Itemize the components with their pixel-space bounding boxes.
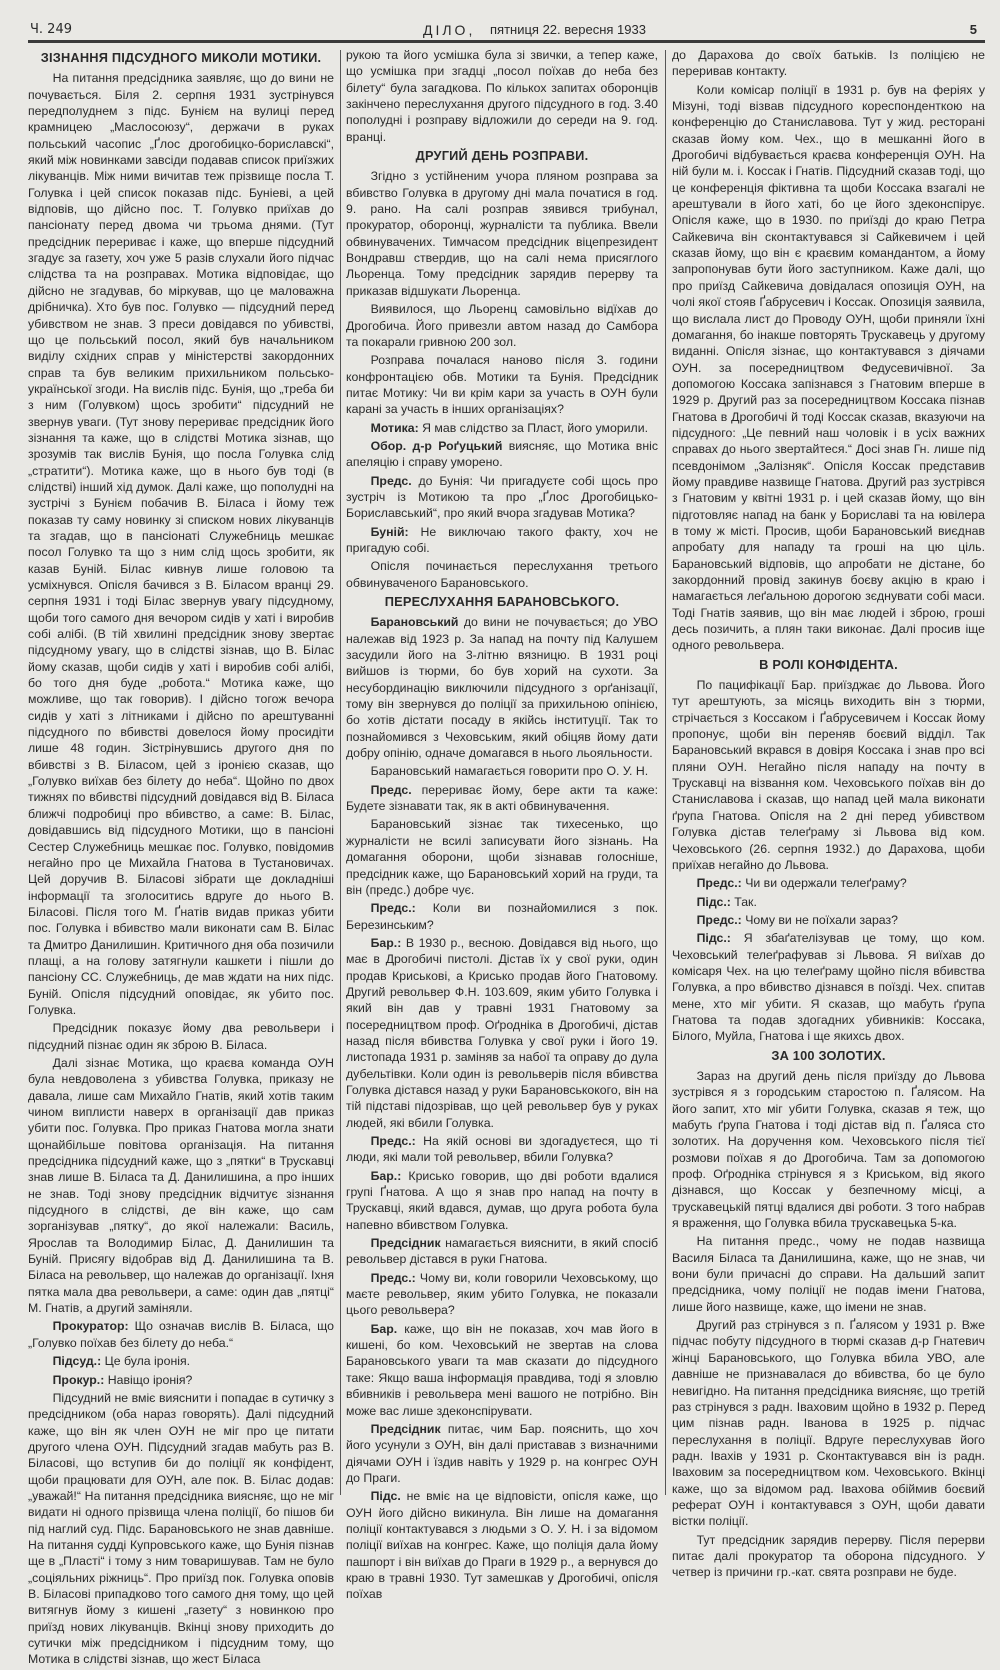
speaker-label: Підс.: <box>696 894 731 909</box>
newspaper-title: ДІЛО, <box>423 22 476 38</box>
section-heading: ДРУГИЙ ДЕНЬ РОЗПРАВИ. <box>415 148 589 164</box>
article-paragraph <box>672 1068 985 1231</box>
speaker-label: Предс.: <box>696 912 742 927</box>
article-paragraph <box>346 816 658 898</box>
paragraph-text: Виявилося, що Льоренц самовільно відїхав до Дрогобича. Його привезли автом назад до Самбора та покарали гривною 200 зол. <box>346 302 658 349</box>
paragraph-text: Зараз на другий день після приїзду до Львова зустрівся я з городським старостою п. Ґалясом. На його запит, хто міг убити Голувка, сказав я теж, що мабуть ґрупа Гнатова і тоді дістав від п. Ґаляса сто золотих. На доручення ком. Чеховського після тієї розмови поїхав я до Дрогобича. Там за допомогою проф. Оґродніка стрінувся я з Криськом, від якого дізнався, що Коссак у безпечному місці, а трускавецькій пятці вдалися дві роботи. З того набрав я враження, що Голувка вбила трускавецька 5-ка. <box>672 1068 985 1231</box>
paragraph-text: Так. <box>730 894 757 909</box>
article-paragraph <box>28 1020 334 1053</box>
section-heading: ЗА 100 ЗОЛОТИХ. <box>771 1047 886 1063</box>
article-paragraph <box>672 82 985 654</box>
article-paragraph <box>346 168 658 299</box>
speaker-label: Предсідник <box>370 1236 441 1251</box>
article-paragraph <box>28 1390 334 1668</box>
article-paragraph <box>28 1372 334 1388</box>
article-paragraph <box>672 1317 985 1529</box>
article-paragraph <box>346 1235 658 1268</box>
paragraph-text: Чому ви, коли говорили Чеховському, що маєте револьвер, яким убито Голувка, не показали цього револьвера? <box>346 1270 658 1318</box>
speaker-label: Підс.: <box>696 931 731 946</box>
paragraph-text: до вини не почувається; до УВО належав від 1923 р. За напад на почту під Калушем засудили його на 3-літню вязницю. В 1931 році вийшов із тюрми, бо був хорий на сухоти. За несубординацію виключили підсудного з орґанізації, тому він звернувся до поліції за прихильною опінією, бо хотів дістати посаду в якійсь інституції. Так то познайомився з Чеховським, який обіцяв йому дати добру опінію, одначе домагався в нього льояльности. <box>346 615 658 761</box>
speaker-label: Бар.: <box>370 1168 402 1183</box>
section-heading: В РОЛІ КОНФІДЕНТА. <box>759 656 898 672</box>
speaker-label: Обор. д-р Роґуцький <box>370 438 503 453</box>
speaker-label: Бар.: <box>370 935 402 950</box>
column-divider <box>340 50 341 1495</box>
paragraph-text: Я мав слідство за Пласт, його уморили. <box>418 420 648 435</box>
paragraph-text: Навіщо іронія? <box>104 1372 193 1387</box>
paragraph-text: Другий раз стрінувся з п. Ґалясом у 1931 р. Вже підчас побуту підсудного в тюрмі сказав д-р Гнатевич жінці Барановського, що Голувка вбила УВО, але давніше не признавалася до вбивства, бо це було невигідно. На питання предсідника виясняє, що третій раз стрінувся з радн. Іваховим щойно в 1932 р. Перед цим пізнав радн. Іванова в 1925 р. підчас переслухання в поліції. Вдруге переслухував його радн. Івахів у 1931 р. Сконтактувався він із радн. Іваховим за посередництвом ком. Чеховського. Вкінці каже, що за відомом рад. Іваxова обіймив боєвий реферат ОУН і контактувався з ОУН, щоби давати вістки поліції. <box>672 1318 985 1529</box>
article-paragraph <box>672 47 985 80</box>
paragraph-text: Крисько говорив, що дві роботи вдалися групі Ґнатова. А що я знав про напад на почту в Трускавці, який вдався, думав, що друга робота була напевно вбивством Голувка. <box>346 1168 658 1232</box>
article-column-3 <box>672 47 985 1583</box>
article-paragraph <box>346 524 658 557</box>
article-paragraph <box>346 1488 658 1602</box>
speaker-label: Предс.: <box>696 876 742 891</box>
speaker-label: Мотика: <box>370 420 419 435</box>
article-paragraph <box>346 47 658 145</box>
paragraph-text: Далі зізнає Мотика, що краєва команда ОУН була невдоволена з убивства Голувка, приказу не давала, лише сам Михайло Гнатів, який хотів таким чином виплисти наверх в організації дав приказ убити пос. Голувка. Про приказ Гнатова могла знати щонайбільше повітова організація. На питання предсідника підсудний каже, що з „пятки“ в Трускавці знав лише В. Біласа та Д. Данилишина, а про інших не знав. Тоді знову предсідник відчитує зізнання підсудного в слідстві, де він каже, що сам зорганізував „пятку“, до якої належали: Василь, Ярослав та Володимир Білас, Д. Данилишин та Буній. Присягу відобрав від Д. Данилишина та В. Біласа на револьвер, що належав до організації. Іхня пятка мала два револьвери, а саме: один дав „пятці“ М. Гнатів, а другий заміняли. <box>28 1055 334 1316</box>
article-column-2 <box>346 47 658 1605</box>
paragraph-text: Що означав вислів В. Біласа, що „Голувко поїхав без білету до неба.“ <box>28 1319 334 1350</box>
article-paragraph <box>346 558 658 591</box>
paragraph-text: На питання предсідника заявляє, що до вини не почувається. Біля 2. серпня 1931 зустрінувся передполуднем з підс. Бунієм на вулиці перед крамницею „Маслосоюзу“, держачи в руках польський часопис „Ґлос дрогобицко-бориславскі“, який між новинками завсіди подавав список приїзжих лікуванців. Між ними вичитав теж прізвище посла Т. Голувка і цей список показав підс. Буніеві, а цей відповів, що дійсно пос. Т. Голувко приїхав до пансіонату перед двома чи трьома днями. (Тут предсідник перериває і каже, що вперше підсудний згадує за газету, хоч уже 5 разів слухали його підчас слідства та на розправах. Мотика відповідає, що дійсно не згадував, бо міркував, що це маловажна дрібничка). Хто був пос. Голувко — підсудний перед убивством не знав. З преси довідався по убивстві, що це польський посол, який був начальником виділу східних справ у міністерстві закордонних справ та був великим прихильником польсько-української згоди. На вислів підс. Бунія, що „треба би з ним (Голувком) щось зробити“ підсудний не звернув уваги. (Тут знову перериває предсідник його зізнання та каже, що в слідстві Мотика зізнав, що зрозумів так вислів Бунія, що посла Голувка слід „стратити“). Мотика каже, що в нього був тоді (в слідстві) інший хід думок. Далі каже, що пополудні на зустрічі з Бунієм побачив В. Біласа і йому теж показав ту саму новинку зі списком нових лікуванців та згадав, що в пансіонаті Служебниць мешкає посол Голувко та що з ним слід щось зробити, як казав Буній. Білас кивнув лише головою та усміхнувся. Опісля бачився з В. Біласом вранці 29. серпня 1931 і тоді Білас звернув увагу підсудному, щоби того самого дня вечором сидів у хаті і виробив собі алібі. (В тій хвилині предсідник знову звертає підсудному увагу, що в слідстві зізнав, що В. Білас йому сказав, щоби сидів у хаті і виробив собі алібі, бо того дня буде „робота.“ Мотика каже, що можливе, що так говорив). І дійсно тогож вечора сидів у хаті з літниками і дійсно по арештуванні підсудного по вбивстві довелося йому просидіти лише 48 годин. Зістрінувшись другого дня по вбивстві з В. Біласом, цей з іронією сказав, що „Голувко виїхав без білету до неба“. Щойно по двох тижнях по вбивстві підсудний довідався від В. Біласа ближчі подробиці про вбивство, а саме: В. Білас, довідавшись від підсудного Мотики, що в пансіоні Сестер Служебниць мешкає пос. Голувко, повідомив негайно про це Михайла Гнатова в Тустановичах. Цей доручив В. Біласові зібрати ще докладніші інформації та зголоситись вдруге до нього В. Біласові. Після того М. Ґнатів видав приказ убити пос. Голувка і вбивство мали виконати сам В. Білас та Дмитро Данилишин. Критичного дня оба позичили плащі, а на голову затягнули кашкети і пішли до пансіону СС. Служебниць, де мав ждати на них підс. Буній. Опісля підсудний оповідає, як убито пос. Голувка. <box>28 71 334 1017</box>
paragraph-text: до Дарахова до своїх батьків. Із поліцією не переривав контакту. <box>672 48 985 79</box>
speaker-label: Барановський <box>370 615 459 630</box>
article-paragraph <box>672 1532 985 1581</box>
article-paragraph <box>672 930 985 1044</box>
paragraph-text: виясняє, що Мотика вніс апеляцію і справу уморено. <box>346 438 658 470</box>
section-heading: ПЕРЕСЛУХАННЯ БАРАНОВСЬКОГО. <box>384 594 620 609</box>
paragraph-text: перериває йому, бере акти та каже: Будете зізнавати так, як в акті обвинувачення. <box>346 782 658 814</box>
paragraph-text: Розправа почалася наново після 3. години конфронтацією обв. Мотики та Бунія. Предсідник питає Мотику: Чи ви крім кари за участь в ОУН були карані за участь в інших організаціях? <box>346 353 658 417</box>
article-paragraph <box>672 894 985 910</box>
article-paragraph <box>346 1421 658 1486</box>
article-paragraph <box>346 1321 658 1419</box>
paragraph-text: рукою та його усмішка була зі звички, а тепер каже, що усмішка при згадці „посол поїхав до неба без білету“ була загадкова. По кількох запитах оборонців закінчено переслухання другого підсудного в год. 3.40 пополудні і розправу відложили до середи на 9. год. вранці. <box>346 48 658 144</box>
article-paragraph <box>346 301 658 350</box>
section-heading: ЗІЗНАННЯ ПІДСУДНОГО МИКОЛИ МОТИКИ. <box>40 50 322 65</box>
paragraph-text: Коли комісар поліції в 1931 р. був на феріях у Мізуні, тоді візвав підсудного кореспонденткою на конференцію до Станиславова. Тут у жид. ресторані сказав йому ком. Чех., що в мешканні його в Дрогобичі відбувається краєва конференція ОУН. На ній були м. і. Коссак і Гнатів. Підсудний сказав тоді, що це конференція фіктивна та щоби Коссака взагалі не арештували в його хаті, бо це його здеконспірує. Опісля каже, що в 1930. по приїзді до краю Петра Сайкевича він сконтактувався зі Сайкевичем і цей сказав йому, що він є краєвим командантом, а йому запропонував бути його заступником. Каже далі, що про приїзд Сайкевича довідалася опозиція ОУН, на чолі якої стояв Ґабрусевич і Коссак. Опозиція заявила, що вислала лист до Проводу ОУН, щоби приняли їхні домагання, бо інакше повторять Трускавець у другому виданні. Опісля зізнає, що контактувався з діячами ОУН. за посередництвом Федусевичівної. За допомогою Коссака запізнався з Гнатовим вперше в 1929 р. Другий раз за посередництвом Коссака пізнав Гнатова в Дрогобичі й тоді Коссак сказав, вказуючи на підсудного: „Це певний наш чоловік і в усіх важних справах до нього звертайтеся.“ Досі знав Гн. лише під псевдонімом „Залізняк“. Опісля Коссак представив йому правдиве назвище Гнатова. Другий раз зустрівся з Гнатовим у квітні 1931 р. і цей сказав йому, що він підготовляє напад на банк у Бориславі та на ювілера в тому ж місті. Просив, щоби Барановський виєднав апробату для нападу та гроші на цю ціль. Барановський відповів, що апробати не дістане, бо закордонний провід закинув боєву акцію в краю і намагається леґальною дорогою зєднувати собі маси. Тоді Гнатів заявив, що він має людей і зброю, гроші десь позичить, а плян таки виконає. Далі просив іще одного револьвера. <box>672 82 985 653</box>
article-paragraph <box>346 614 658 761</box>
issue-number: Ч. 249 <box>30 22 72 37</box>
paragraph-text: Чому ви не поїхали зараз? <box>741 912 898 927</box>
speaker-label: Предсідник <box>370 1421 441 1436</box>
paragraph-text: Барановський намагається говорити про О. У. Н. <box>370 764 649 779</box>
paragraph-text: Я збаґателізував це тому, що ком. Чеховський телеґрафував зі Львова. Я виїхав до комісаря Чех. на цю телеґраму щойно після вбивства Голувка, а про вбивство дізнався в поїзді. Чех. спитав мене, хто міг убити. Я сказав, що мабуть ґрупа Гнатова та подав здогадних убивників: Коссака, Білого, Муйла, Гнатова і ще якихсь двох. <box>672 931 985 1044</box>
paragraph-text: Підсудний не вміє вияснити і попадає в сутичку з предсідником (оба нараз говорять). Далі підсудний каже, що він як член ОУН не міг про це питати другого члена ОУН. Підсудний згадав мабуть раз В. Біласові, що вступив би до поліції як конфідент, щоби працювати для ОУН, але пок. В. Білас додав: „уважай!“ На питання предсідника виясняє, що не міг видати ні одного прізвища члена поліції, бо пішов би під наглий суд. Підс. Барановського не знав давніше. На питання судді Купровського каже, що Бунія пізнав ще в „Пласті“ і тому з ним товаришував. Там не було „соціяльних ріжниць“. Про приїзд пок. Голувка оповів В. Біласові припадково того самого дня тому, що цей витягнув йому з кишені „газету“ з новинкою про приїзд нових лікуванців. Вкінці знову приходить до сутички між предсідником і підсудним тому, що Мотика в слідстві зізнав, що жест Біласа <box>28 1390 334 1667</box>
speaker-label: Прокуратор: <box>52 1319 129 1334</box>
speaker-label: Бар. <box>370 1321 398 1336</box>
paragraph-text: На якій основі ви здогадуєтеся, що ті люди, які мали той револьвер, вбили Голувка? <box>346 1134 658 1165</box>
article-paragraph <box>672 912 985 928</box>
speaker-label: Предс.: <box>370 901 416 916</box>
paragraph-text: каже, що він не показав, хоч мав його в кишені, бо ком. Чеховський не звертав на слова Барановського уваги та мав сказати до підсудного таке: Якщо ваша інформація правдива, тоді я зловлю вбивників і револьвера мені вашого не потрібно. Він може вас лише здеконспірувати. <box>346 1321 658 1418</box>
speaker-label: Підс. <box>370 1489 401 1504</box>
article-paragraph <box>346 900 658 933</box>
speaker-label: Предс.: <box>370 1134 416 1148</box>
paragraph-text: Коли ви познайомилися з пок. Березинським? <box>346 901 658 932</box>
article-paragraph <box>346 782 658 815</box>
page-number: 5 <box>969 22 977 37</box>
paragraph-text: Не виключаю такого факту, хоч не пригадую собі. <box>346 524 658 555</box>
speaker-label: Підсуд.: <box>52 1354 102 1369</box>
article-paragraph <box>346 763 658 779</box>
paragraph-text: питає, чим Бар. пояснить, що хоч його усунули з ОУН, він далі приставав з визначними діячами ОУН і їздив навіть у 1929 р. на конгрес ОУН до Праги. <box>346 1421 658 1485</box>
article-paragraph <box>346 1168 658 1233</box>
speaker-label: Предс. <box>370 782 412 797</box>
paragraph-text: Це була іронія. <box>101 1354 191 1369</box>
issue-date: пятниця 22. вересня 1933 <box>490 22 646 37</box>
article-paragraph <box>346 352 658 417</box>
paragraph-text: Опісля починається переслухання третього обвинуваченого Барановського. <box>346 559 658 590</box>
masthead-rule <box>28 40 985 43</box>
article-column-1 <box>28 47 334 1670</box>
speaker-label: Предс. <box>370 473 412 488</box>
article-paragraph <box>28 70 334 1018</box>
paragraph-text: Тут предсідник зарядив перерву. Після перерви питає далі прокуратор та оборона підсудного. У четвер із причини гр.-кат. свята розправи не буде. <box>672 1532 985 1580</box>
column-divider <box>665 50 666 1495</box>
paragraph-text: до Бунія: Чи пригадуєте собі щось про зустріч із Мотикою та про „Ґлос Дрогобицько-Бориславський“, про який вчора згадував Мотика? <box>346 473 658 521</box>
speaker-label: Буній: <box>370 524 409 539</box>
paragraph-text: Чи ви одержали телеґраму? <box>741 876 907 891</box>
article-paragraph <box>346 1270 658 1319</box>
paragraph-text: Барановський зізнає так тихесенько, що журналісти не всилі записувати його зізнань. На домагання оборони, щоби зізнавав голосніше, предсідник каже, що Барановський хорий на груди, та він (предс.) добре чує. <box>346 817 658 897</box>
article-paragraph <box>346 1133 658 1166</box>
paragraph-text: намагається вияснити, в який спосіб револьвер дістався в руки Гнатова. <box>346 1236 658 1267</box>
article-paragraph <box>28 1318 334 1351</box>
article-paragraph <box>672 1233 985 1315</box>
paragraph-text: По пацифікації Бар. приїзджає до Львова. Його тут арештують, за місяць виходить він з тюрми, стрічається з Коссаком і Ґабрусевичем і Коссак йому пропонує, щоби він переняв боєвий відділ. Так Барановський вкрався в довіря Коссака і знав про всі пляни ОУН. Негайно після нападу на почту в Трускавці на візвання ком. Чеховського поїхав він до Станиславова і сказав, що напад цей мала виконати ґрупа Гнатова. Опісля на 2 дні перед убивством Голувка дістав телеґраму зі Львова від ком. Чеховського (26. серпня 1932.) до Дарахова, щоби приїхав негайно до Львова. <box>672 678 985 872</box>
article-paragraph <box>346 473 658 522</box>
paragraph-text: В 1930 р., весною. Довідався від нього, що має в Дрогобичі пистолі. Дістав їх у свої руки, один продав Криськові, а Крисько продав його Гнатовому. Другий револьвер Ф.Н. 103.609, яким убито Голувка і який він дав у травні 1931 Гнатовому за посередництвом проф. Оґродніка в Дрогобичі, дістав назад після вбивства Голувка у свої руки і його 19. листопада 1931 р. заміняв за набої та оправу до дула дубельтівки. Коли один із револьверів після вбивства Голувка дістався назад у руки Барановськокого, він на тій підставі підозрівав, що цей револьвер був у руках людей, які вбили Голувка. <box>346 935 658 1130</box>
article-paragraph <box>672 677 985 873</box>
paragraph-text: не вміє на це відповісти, опісля каже, що ОУН його дійсно викинула. Він лише на домагання поліції контактувався з людьми з О. У. Н. і за відомом поліції виїхав на конгрес. Каже, що поліція дала йому пашпорт і він виїхав до Праги в 1929 р., а вернувся до краю в травні 1930. Тут замешкав у Дрогобичі, опісля поїхав <box>346 1489 658 1602</box>
paragraph-text: Предсідник показує йому два револьвери і підсудний пізнає один як зброю В. Біласа. <box>28 1021 334 1052</box>
article-paragraph <box>672 875 985 891</box>
speaker-label: Предс.: <box>370 1270 416 1285</box>
paragraph-text: На питання предс., чому не подав назвища Василя Біласа та Данилишина, каже, що не знав, чи вони були причасні до справи. На дальший запит предсідника, чому поліції не подав імени Гнатова, лише його назвище, каже, що імени не знав. <box>672 1234 985 1314</box>
paragraph-text: Згідно з устійненим учора пляном розправа за вбивство Голувка в другому дні мала початися в год. 9. рано. На салі розправ зявився трибунал, прокуратор, оборонці, журналісти та публика. Ввели обвинувачених. Тимчасом предсідник віцепрезидент Вондравш ствердив, що на салі нема присяглого Льоренца. Тому предсідник зарядив перерву та приказав відшукати Льоренца. <box>346 169 658 298</box>
article-paragraph <box>346 420 658 436</box>
article-paragraph <box>346 935 658 1131</box>
speaker-label: Прокур.: <box>52 1372 105 1387</box>
article-paragraph <box>28 1055 334 1317</box>
article-paragraph <box>28 1353 334 1369</box>
masthead <box>28 20 985 42</box>
article-paragraph <box>346 438 658 471</box>
